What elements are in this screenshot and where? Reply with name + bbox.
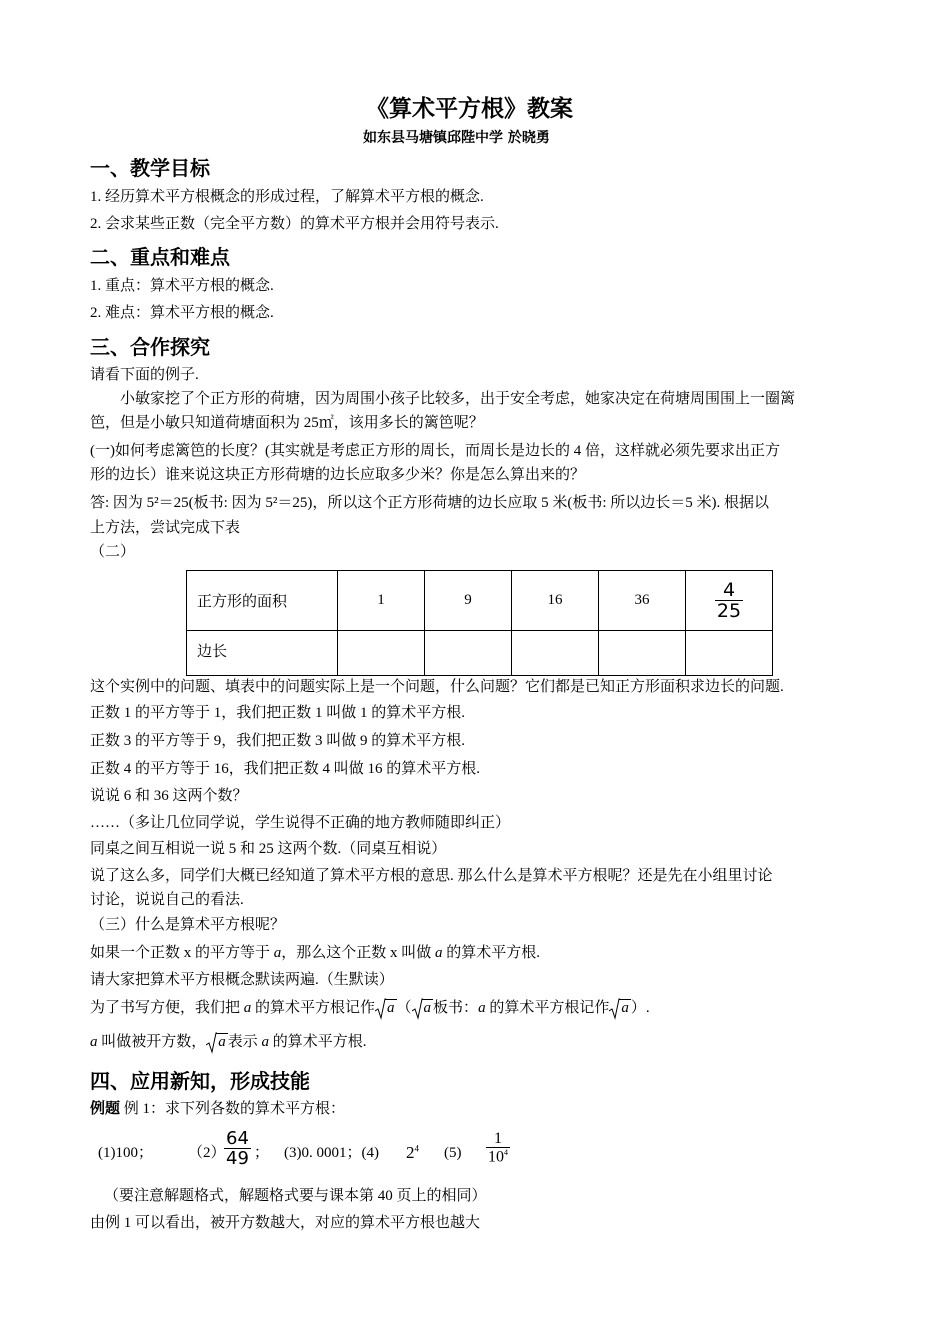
fraction-denominator (486, 1147, 510, 1165)
sqrt-a-symbol (412, 998, 434, 1018)
section-heading-key-points: 二、重点和难点 (90, 245, 230, 269)
power-base: 2 (406, 1143, 415, 1162)
author-line: 如东县马塘镇邱陛中学 於晓勇 (363, 130, 550, 146)
radicand-text: 表示 (227, 1034, 262, 1050)
table-cell-empty (425, 631, 512, 676)
notation-text: 为了书写方便，我们把 (90, 1000, 244, 1016)
example-item-1: (1)100； (98, 1145, 153, 1161)
example-item-2-label: （2） (188, 1145, 226, 1161)
body-line: 同桌之间互相说一说 5 和 25 这两个数.（同桌互相说） (90, 841, 447, 857)
goal-item-1: 1. 经历算术平方根概念的形成过程，了解算术平方根的概念. (90, 189, 484, 205)
answer-line-2: 上方法，尝试完成下表 (90, 520, 241, 536)
variable-a: a (273, 945, 282, 961)
table-cell-area: 36 (599, 571, 686, 631)
example-label: 例题 (90, 1101, 121, 1117)
table-cell-empty (338, 631, 425, 676)
question-line-1: (一)如何考虑篱笆的长度？(其实就是考虑正方形的周长，而周长是边长的 4 倍，这样就必须先要求出正方 (90, 443, 780, 459)
power-base: 10 (488, 1148, 504, 1166)
body-line: 这个实例中的问题、填表中的问题实际上是一个问题，什么问题？它们都是已知正方形面积求边长的问题. (90, 679, 784, 695)
conclusion-line: 由例 1 可以看出，被开方数越大，对应的算术平方根也越大 (90, 1215, 481, 1231)
fraction-denominator: 49 (226, 1148, 249, 1169)
subsection-two-label: （二） (90, 544, 136, 560)
fraction (715, 578, 743, 622)
body-line: 正数 3 的平方等于 9，我们把正数 3 叫做 9 的算术平方根. (90, 733, 466, 749)
document-title: 《算术平方根》教案 (366, 96, 573, 122)
example-fraction-64-49 (224, 1130, 251, 1168)
example-intro (90, 1099, 345, 1119)
section-heading-application: 四、应用新知，形成技能 (90, 1069, 310, 1093)
table-cell-area-fraction (686, 571, 773, 631)
example-item-5-label: (5) (444, 1145, 462, 1161)
table-cell-area: 1 (338, 571, 425, 631)
table-cell-area: 9 (425, 571, 512, 631)
radicand: a (218, 1034, 226, 1050)
body-line: 讨论，说说自己的看法. (90, 892, 244, 908)
definition-line (90, 943, 540, 963)
notation-text: ）. (630, 1000, 650, 1016)
notation-text: 的算术平方根记作 (485, 1000, 610, 1016)
fraction-numerator: 1 (494, 1130, 502, 1147)
radicand-text: 的算术平方根. (269, 1034, 367, 1050)
radicand: a (423, 1000, 432, 1016)
notation-line (90, 998, 650, 1018)
fraction-numerator: 4 (722, 578, 736, 601)
sqrt-a-symbol (375, 998, 397, 1018)
variable-a: a (261, 1034, 270, 1050)
variable-a: a (435, 945, 443, 961)
notation-text: 的算术平方根记作 (251, 1000, 376, 1016)
table-cell-empty (686, 631, 773, 676)
variable-a: a (478, 1000, 486, 1016)
variable-a: a (243, 1000, 252, 1016)
sqrt-a-symbol (206, 1032, 228, 1052)
table-cell-empty (512, 631, 599, 676)
table-cell-empty (599, 631, 686, 676)
answer-line-1: 答: 因为 5²＝25(板书: 因为 5²＝25)，所以这个正方形荷塘的边长应取 5 米(板书: 所以边长＝5 米). 根据以 (90, 495, 769, 511)
definition-text: 的算术平方根. (442, 945, 541, 961)
notation-text: 板书： (433, 1000, 479, 1016)
definition-text: 如果一个正数 x 的平方等于 (90, 945, 274, 961)
definition-text: ，那么这个正数 x 叫做 (281, 945, 436, 961)
sqrt-a-symbol (609, 998, 631, 1018)
table-cell-area: 16 (512, 571, 599, 631)
radicand: a (621, 1000, 629, 1016)
area-side-table (186, 570, 773, 676)
body-line: 说说 6 和 36 这两个数？ (90, 788, 248, 804)
body-line: 正数 1 的平方等于 1，我们把正数 1 叫做 1 的算术平方根. (90, 705, 466, 721)
goal-item-2: 2. 会求某些正数（完全平方数）的算术平方根并会用符号表示. (90, 216, 499, 232)
example-power-2-4 (406, 1143, 419, 1163)
table-row-label-side: 边长 (187, 631, 338, 676)
section-heading-explore: 三、合作探究 (90, 335, 210, 359)
key-point-1: 1. 重点：算术平方根的概念. (90, 278, 274, 294)
example-item-3: (3)0. 0001；(4) (284, 1145, 379, 1161)
power-exponent: 4 (504, 1148, 508, 1157)
example-text: 例 1：求下列各数的算术平方根： (120, 1101, 346, 1117)
key-point-2: 2. 难点：算术平方根的概念. (90, 305, 274, 321)
story-paragraph-line-2: 笆，但是小敏只知道荷塘面积为 25㎡，该用多长的篱笆呢？ (90, 415, 484, 431)
section-heading-goals: 一、教学目标 (90, 156, 210, 180)
fraction-numerator: 64 (226, 1128, 249, 1149)
example-fraction-1-over-10-4 (486, 1131, 510, 1165)
table-row-label-area: 正方形的面积 (187, 571, 338, 631)
radicand-line (90, 1032, 367, 1052)
body-line: ……（多让几位同学说，学生说得不正确的地方教师随即纠正） (90, 815, 511, 831)
fraction-denominator: 25 (716, 599, 742, 622)
example-item-2-tail: ； (254, 1145, 270, 1161)
question-line-2: 形的边长）谁来说这块正方形荷塘的边长应取多少米？你是怎么算出来的？ (90, 467, 586, 483)
radicand-text: 叫做被开方数， (97, 1034, 207, 1050)
subsection-three-label: （三）什么是算术平方根呢？ (90, 917, 286, 933)
variable-a: a (90, 1034, 98, 1050)
body-line: 说了这么多，同学们大概已经知道了算术平方根的意思. 那么什么是算术平方根呢？还是先在小组里讨论 (90, 868, 773, 884)
story-paragraph-line-1: 小敏家挖了个正方形的荷塘，因为周围小孩子比较多，出于安全考虑，她家决定在荷塘周围围上一圈篱 (120, 391, 796, 407)
radicand: a (387, 1000, 395, 1016)
format-note: （要注意解题格式，解题格式要与课本第 40 页上的相同） (104, 1188, 487, 1204)
notation-text: （ (396, 1000, 412, 1016)
power-exponent: 4 (414, 1143, 419, 1154)
silent-reading-line: 请大家把算术平方根概念默读两遍.（生默读） (90, 972, 394, 988)
body-line: 正数 4 的平方等于 16，我们把正数 4 叫做 16 的算术平方根. (90, 761, 481, 777)
explore-intro: 请看下面的例子. (90, 367, 199, 383)
